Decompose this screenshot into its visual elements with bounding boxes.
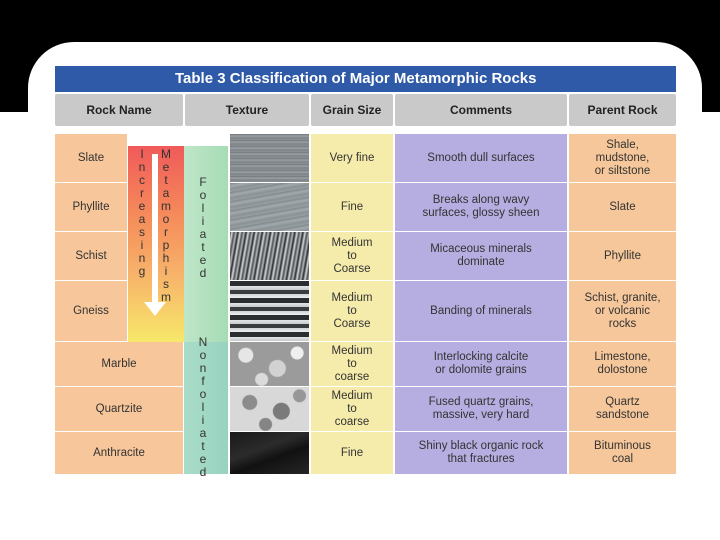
texture-schist <box>230 232 309 280</box>
header-grain-size: Grain Size <box>311 94 393 126</box>
parent-rock-schist: Phyllite <box>569 232 676 280</box>
header-rock-name: Rock Name <box>55 94 183 126</box>
grain-size-slate: Very fine <box>311 134 393 182</box>
grain-size-gneiss: Medium to Coarse <box>311 281 393 341</box>
texture-phyllite <box>230 183 309 231</box>
label-increasing: I n c r e a s i n g <box>138 147 146 278</box>
metamorphic-rocks-table <box>55 66 676 479</box>
rock-name-anthracite: Anthracite <box>55 432 183 474</box>
parent-rock-marble: Limestone, dolostone <box>569 342 676 386</box>
rock-name-quartzite: Quartzite <box>55 387 183 431</box>
texture-gneiss <box>230 281 309 341</box>
comment-schist: Micaceous minerals dominate <box>395 232 567 280</box>
texture-slate <box>230 134 309 182</box>
texture-quartzite <box>230 387 309 431</box>
parent-rock-phyllite: Slate <box>569 183 676 231</box>
table-title: Table 3 Classification of Major Metamorphic Rocks <box>55 66 676 92</box>
parent-rock-quartzite: Quartz sandstone <box>569 387 676 431</box>
rock-name-phyllite: Phyllite <box>55 183 127 231</box>
rock-name-gneiss: Gneiss <box>55 281 127 341</box>
header-texture: Texture <box>185 94 309 126</box>
grain-size-marble: Medium to coarse <box>311 342 393 386</box>
parent-rock-gneiss: Schist, granite, or volcanic rocks <box>569 281 676 341</box>
comment-gneiss: Banding of minerals <box>395 281 567 341</box>
grain-size-anthracite: Fine <box>311 432 393 474</box>
comment-marble: Interlocking calcite or dolomite grains <box>395 342 567 386</box>
comment-phyllite: Breaks along wavy surfaces, glossy sheen <box>395 183 567 231</box>
label-nonfoliated: N o n f o l i a t e d <box>198 335 208 479</box>
increasing-arrow-shaft <box>152 154 158 304</box>
parent-rock-anthracite: Bituminous coal <box>569 432 676 474</box>
header-parent-rock: Parent Rock <box>569 94 676 126</box>
texture-anthracite <box>230 432 309 474</box>
texture-marble <box>230 342 309 386</box>
header-comments: Comments <box>395 94 567 126</box>
rock-name-schist: Schist <box>55 232 127 280</box>
rock-name-slate: Slate <box>55 134 127 182</box>
label-foliated: F o l i a t e d <box>199 175 207 280</box>
grain-size-quartzite: Medium to coarse <box>311 387 393 431</box>
label-metamorphism: M e t a m o r p h i s m <box>161 147 171 304</box>
grain-size-phyllite: Fine <box>311 183 393 231</box>
comment-anthracite: Shiny black organic rock that fractures <box>395 432 567 474</box>
parent-rock-slate: Shale, mudstone, or siltstone <box>569 134 676 182</box>
comment-slate: Smooth dull surfaces <box>395 134 567 182</box>
grain-size-schist: Medium to Coarse <box>311 232 393 280</box>
comment-quartzite: Fused quartz grains, massive, very hard <box>395 387 567 431</box>
rock-name-marble: Marble <box>55 342 183 386</box>
arrow-down-icon <box>144 302 166 316</box>
